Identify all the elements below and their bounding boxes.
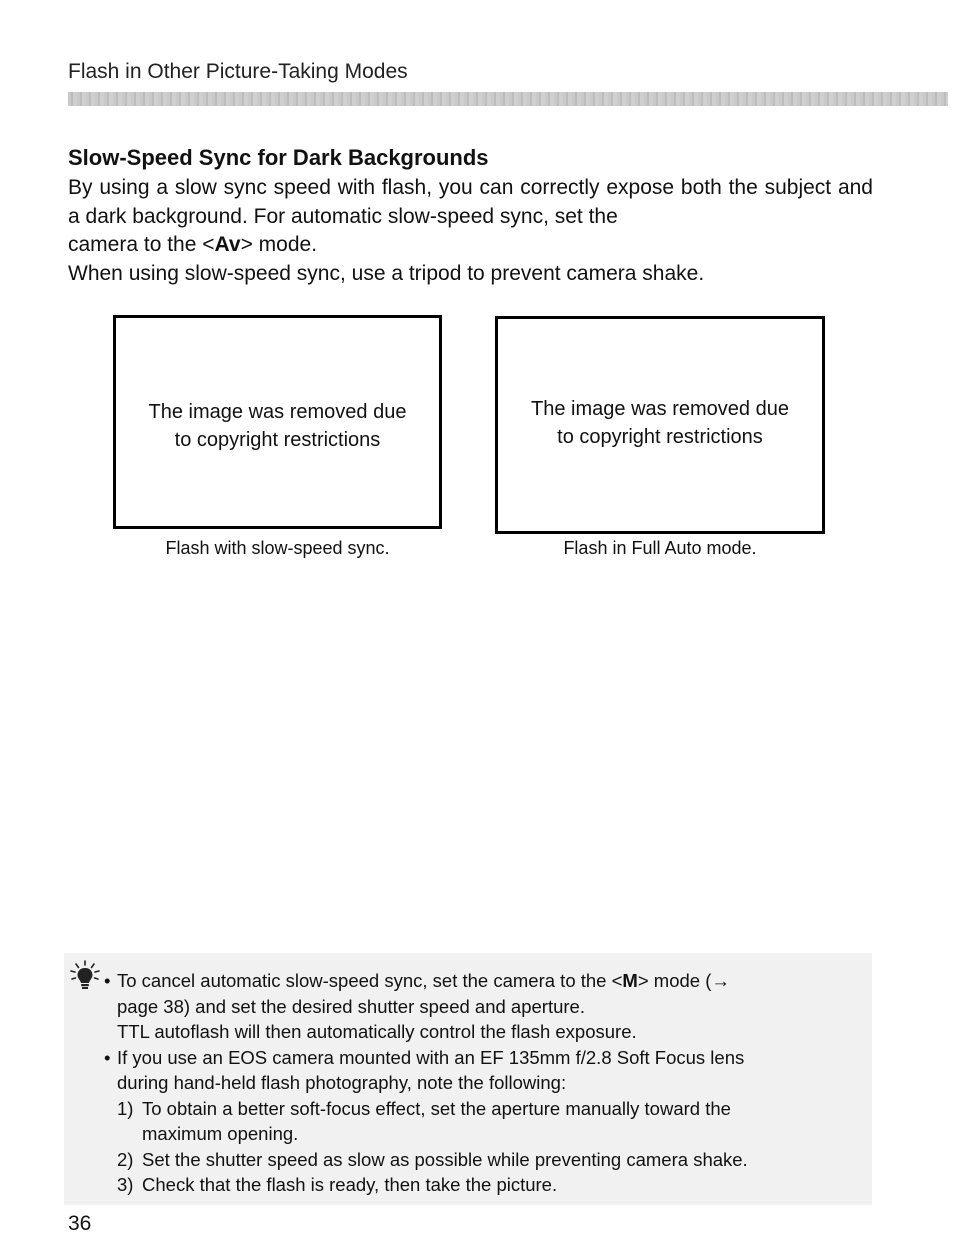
page-number: 36 (68, 1212, 92, 1235)
image-removed-notice (498, 395, 822, 451)
tip-step (104, 1147, 849, 1173)
running-header: Flash in Other Picture-Taking Modes (68, 60, 408, 83)
header-rule (68, 92, 948, 106)
bullet: • (104, 1046, 111, 1068)
tip-line (117, 968, 849, 994)
intro-paragraph-end (68, 231, 873, 260)
step-line: maximum opening. (142, 1123, 299, 1144)
image-removed-line1: The image was removed due (531, 398, 789, 420)
step-number: 1) (117, 1097, 134, 1119)
intro-paragraph: By using a slow sync speed with flash, you can correctly expose both the subject and a dark background. For automatic slow-speed sync, set the (68, 176, 873, 228)
image-removed-line2: to copyright restrictions (174, 429, 381, 451)
tip-line-pre: To cancel automatic slow-speed sync, set the camera to the < (117, 970, 623, 991)
intro-text (68, 174, 873, 288)
step-number: 2) (117, 1148, 134, 1170)
figure-slow-sync (113, 315, 442, 529)
step-number: 3) (117, 1174, 134, 1195)
tip-line: during hand-held flash photography, note the following: (117, 1072, 567, 1093)
tip-item-soft-focus (104, 1045, 849, 1096)
figure-caption-slow-sync: Flash with slow-speed sync. (165, 538, 390, 558)
m-mode-label: M (622, 970, 638, 991)
tip-step (104, 1172, 849, 1198)
tip-text (104, 968, 849, 1198)
image-removed-line2: to copyright restrictions (557, 426, 763, 448)
tip-line: If you use an EOS camera mounted with an EF 135mm f/2.8 Soft Focus lens (117, 1046, 745, 1068)
tip-line-post: > mode (→ (637, 970, 730, 991)
intro-end-pre: camera to the < (68, 233, 215, 256)
image-removed-notice (116, 398, 439, 454)
figure-caption-full-auto: Flash in Full Auto mode. (563, 538, 757, 558)
image-removed-line1: The image was removed due (148, 401, 407, 423)
bullet: • (104, 970, 111, 991)
intro-end-post: > mode. (240, 233, 318, 256)
tip-line: TTL autoflash will then automatically control the flash exposure. (117, 1021, 637, 1042)
tip-step (104, 1096, 849, 1147)
step-line: Check that the flash is ready, then take the picture. (142, 1174, 558, 1195)
step-line: Set the shutter speed as slow as possible while preventing camera shake. (142, 1148, 748, 1170)
tripod-paragraph: When using slow-speed sync, use a tripod to prevent camera shake. (68, 261, 705, 285)
av-mode-label: Av (214, 233, 241, 256)
section-heading: Slow-Speed Sync for Dark Backgrounds (68, 145, 489, 170)
tip-line: page 38) and set the desired shutter speed and aperture. (117, 995, 585, 1017)
tip-item-cancel-sync (104, 968, 849, 1045)
step-line: To obtain a better soft-focus effect, set the aperture manually toward the (142, 1097, 731, 1119)
lightbulb-icon (68, 960, 102, 990)
figure-full-auto (495, 316, 825, 534)
